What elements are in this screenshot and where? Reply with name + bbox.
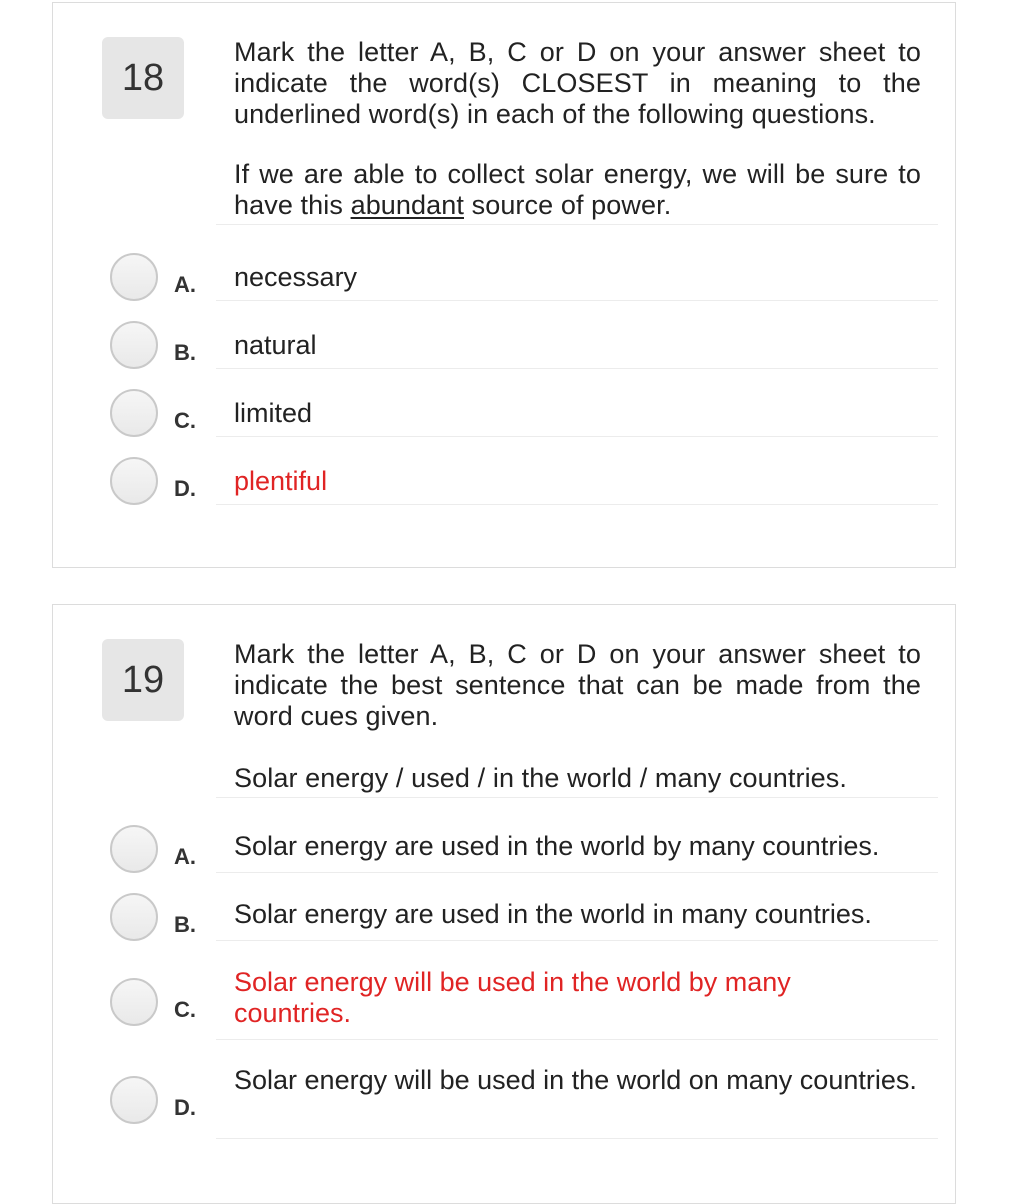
- sentence-text-after: source of power.: [464, 190, 672, 220]
- answer-option-b[interactable]: [53, 315, 957, 375]
- divider: [216, 300, 938, 301]
- divider: [216, 504, 938, 505]
- option-letter: D.: [174, 476, 196, 501]
- divider: [216, 1138, 938, 1139]
- option-text: Solar energy are used in the world in many countries.: [234, 899, 872, 929]
- question-number-badge: 19: [102, 639, 184, 721]
- divider: [216, 872, 938, 873]
- divider: [216, 940, 938, 941]
- radio-button[interactable]: [110, 321, 158, 369]
- option-letter: C.: [174, 997, 196, 1022]
- sentence-text-before: If we are able to collect solar energy, we will be sure to have this: [234, 159, 921, 220]
- option-text-correct: Solar energy will be used in the world by many countries.: [234, 967, 791, 1028]
- radio-button[interactable]: [110, 457, 158, 505]
- option-letter: B.: [174, 912, 196, 937]
- option-text: Solar energy are used in the world by many countries.: [234, 831, 880, 861]
- radio-button[interactable]: [110, 253, 158, 301]
- option-text: limited: [234, 398, 313, 428]
- radio-button[interactable]: [110, 825, 158, 873]
- answer-option-a[interactable]: [53, 819, 957, 879]
- answer-option-c[interactable]: [53, 965, 957, 1045]
- divider: [216, 797, 938, 798]
- question-sentence: [234, 159, 921, 221]
- option-letter: D.: [174, 1095, 196, 1120]
- option-letter: C.: [174, 408, 196, 433]
- divider: [216, 368, 938, 369]
- radio-button[interactable]: [110, 1076, 158, 1124]
- divider: [216, 436, 938, 437]
- option-text: Solar energy will be used in the world on many countries.: [234, 1065, 917, 1095]
- question-card-19: [52, 604, 956, 1204]
- answer-option-a[interactable]: [53, 247, 957, 307]
- answer-option-b[interactable]: [53, 887, 957, 947]
- question-instruction: Mark the letter A, B, C or D on your answer sheet to indicate the best sentence that can be made from the word cues given.: [234, 639, 921, 731]
- answer-option-d[interactable]: [53, 1063, 957, 1143]
- radio-button[interactable]: [110, 389, 158, 437]
- answer-option-c[interactable]: [53, 383, 957, 443]
- answer-option-d[interactable]: [53, 451, 957, 511]
- option-letter: A.: [174, 844, 196, 869]
- underlined-word: abundant: [350, 190, 464, 220]
- divider: [216, 1039, 938, 1040]
- question-number-badge: 18: [102, 37, 184, 119]
- question-card-18: [52, 2, 956, 568]
- word-cues: Solar energy / used / in the world / many countries.: [234, 763, 848, 793]
- option-text: natural: [234, 330, 317, 360]
- question-instruction: Mark the letter A, B, C or D on your answer sheet to indicate the word(s) CLOSEST in meaning to the underlined word(s) in each of the following questions.: [234, 37, 921, 129]
- option-letter: A.: [174, 272, 196, 297]
- option-text: necessary: [234, 262, 358, 292]
- divider: [216, 224, 938, 225]
- option-letter: B.: [174, 340, 196, 365]
- option-text-correct: plentiful: [234, 466, 328, 496]
- radio-button[interactable]: [110, 893, 158, 941]
- radio-button[interactable]: [110, 978, 158, 1026]
